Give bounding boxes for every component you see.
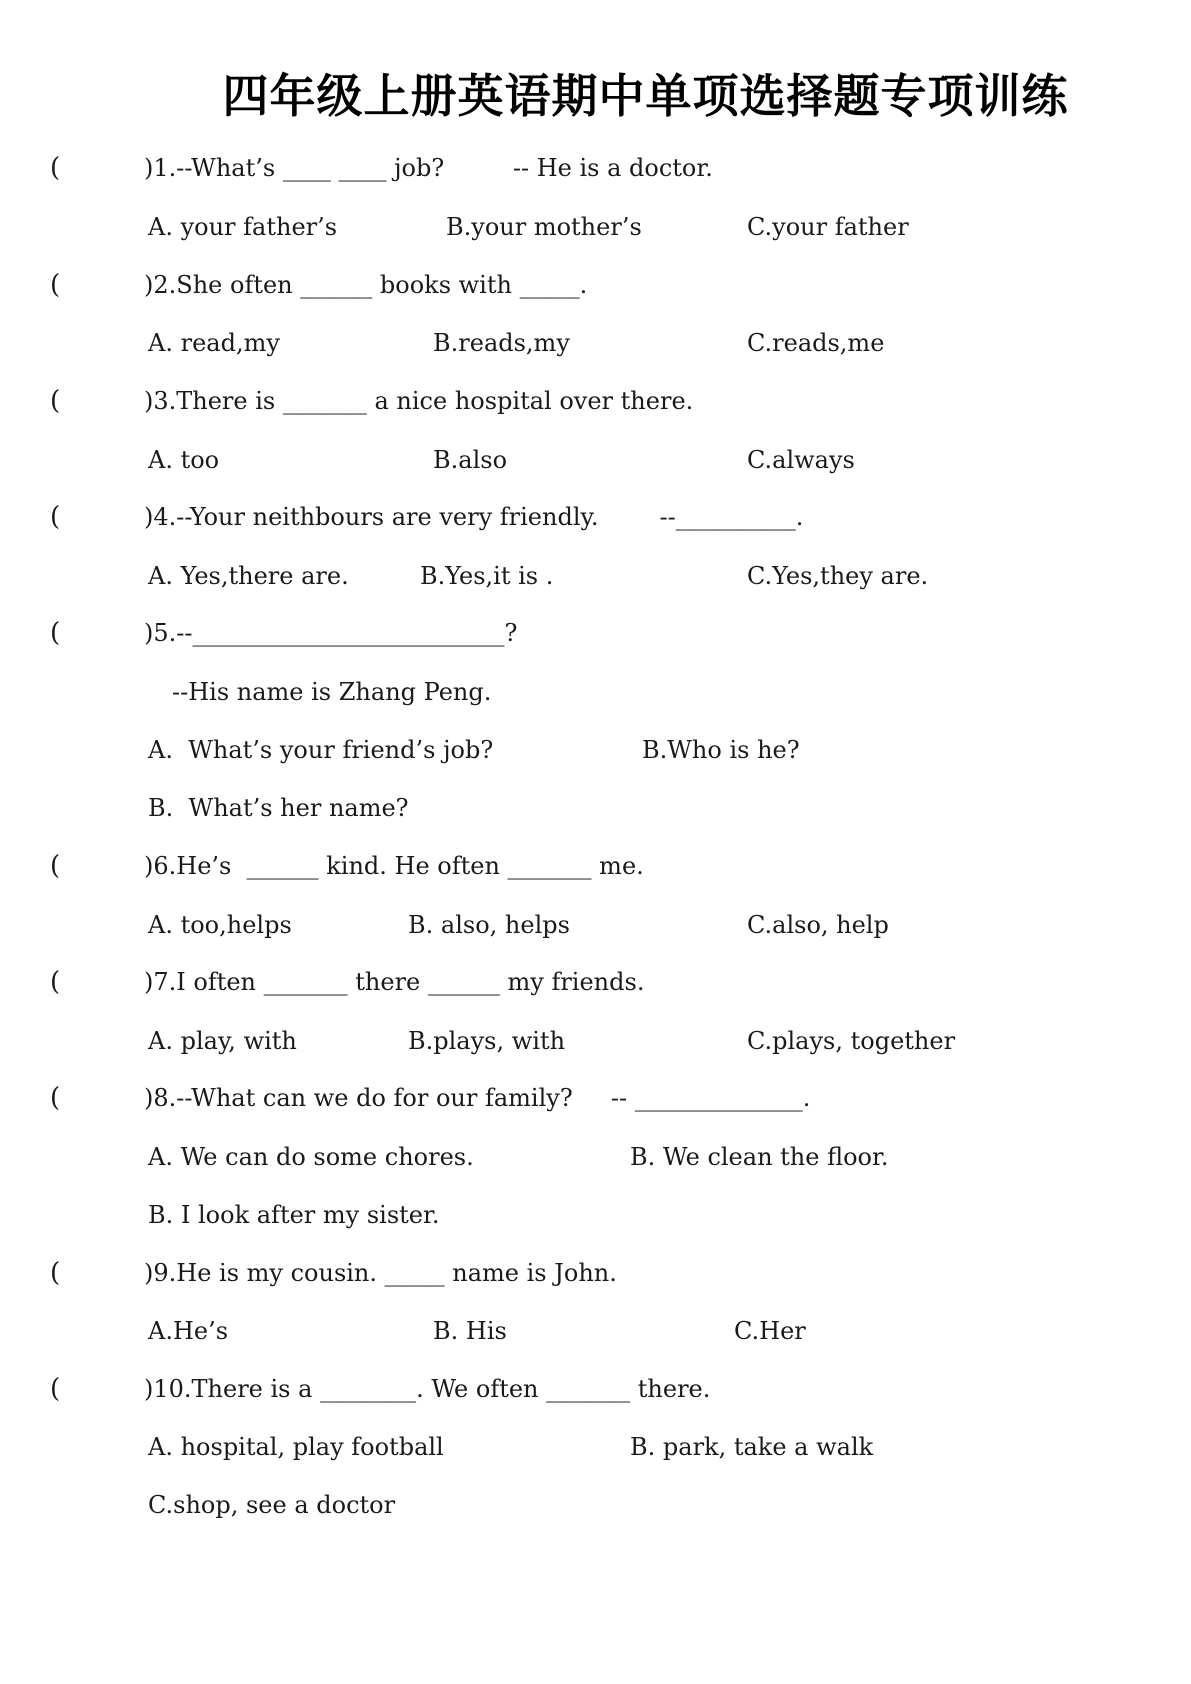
question-stem-6: )6.He’s ______ kind. He often _______ me. <box>144 852 644 880</box>
option-3b: B.also <box>433 446 508 474</box>
answer-bracket: ( <box>50 502 61 532</box>
question-stem-5: )5.--__________________________? <box>144 619 518 647</box>
option-5c: B. What’s her name? <box>148 794 409 822</box>
option-6a: A. too,helps <box>148 911 292 939</box>
option-10c: C.shop, see a doctor <box>148 1491 396 1519</box>
option-6b: B. also, helps <box>408 911 570 939</box>
option-9c: C.Her <box>734 1317 806 1345</box>
option-7b: B.plays, with <box>408 1027 566 1055</box>
option-1a: A. your father’s <box>148 213 338 241</box>
question-stem-3: )3.There is _______ a nice hospital over there. <box>144 387 694 415</box>
question-stem-1: )1.--What’s ____ ____ job? -- He is a doctor. <box>144 154 713 182</box>
question-stem-7: )7.I often _______ there ______ my friends. <box>144 968 645 996</box>
answer-bracket: ( <box>50 851 61 881</box>
option-8b: B. We clean the floor. <box>630 1143 889 1171</box>
option-2c: C.reads,me <box>747 329 885 357</box>
worksheet-title: 四年级上册英语期中单项选择题专项训练 <box>222 69 1069 123</box>
option-9b: B. His <box>433 1317 507 1345</box>
answer-line-5: --His name is Zhang Peng. <box>172 678 492 706</box>
answer-bracket: ( <box>50 1258 61 1288</box>
option-4c: C.Yes,they are. <box>747 562 929 590</box>
question-stem-8: )8.--What can we do for our family? -- ______________. <box>144 1084 811 1112</box>
option-2b: B.reads,my <box>433 329 570 357</box>
option-7c: C.plays, together <box>747 1027 956 1055</box>
option-1c: C.your father <box>747 213 909 241</box>
option-7a: A. play, with <box>148 1027 297 1055</box>
answer-bracket: ( <box>50 618 61 648</box>
option-4a: A. Yes,there are. <box>148 562 349 590</box>
option-9a: A.He’s <box>148 1317 229 1345</box>
answer-bracket: ( <box>50 967 61 997</box>
option-10a: A. hospital, play football <box>148 1433 444 1461</box>
question-stem-2: )2.She often ______ books with _____. <box>144 271 588 299</box>
option-10b: B. park, take a walk <box>630 1433 874 1461</box>
option-1b: B.your mother’s <box>446 213 642 241</box>
option-4b: B.Yes,it is . <box>420 562 554 590</box>
option-2a: A. read,my <box>148 329 280 357</box>
answer-bracket: ( <box>50 1083 61 1113</box>
option-8c: B. I look after my sister. <box>148 1201 440 1229</box>
answer-bracket: ( <box>50 270 61 300</box>
question-stem-4: )4.--Your neithbours are very friendly. --__________. <box>144 503 804 531</box>
option-3a: A. too <box>148 446 220 474</box>
question-stem-10: )10.There is a ________. We often _______ there. <box>144 1375 711 1403</box>
option-5b: B.Who is he? <box>642 736 800 764</box>
answer-bracket: ( <box>50 1374 61 1404</box>
option-6c: C.also, help <box>747 911 889 939</box>
question-stem-9: )9.He is my cousin. _____ name is John. <box>144 1259 617 1287</box>
option-8a: A. We can do some chores. <box>148 1143 474 1171</box>
option-5a: A. What’s your friend’s job? <box>148 736 494 764</box>
option-3c: C.always <box>747 446 855 474</box>
answer-bracket: ( <box>50 153 61 183</box>
answer-bracket: ( <box>50 386 61 416</box>
